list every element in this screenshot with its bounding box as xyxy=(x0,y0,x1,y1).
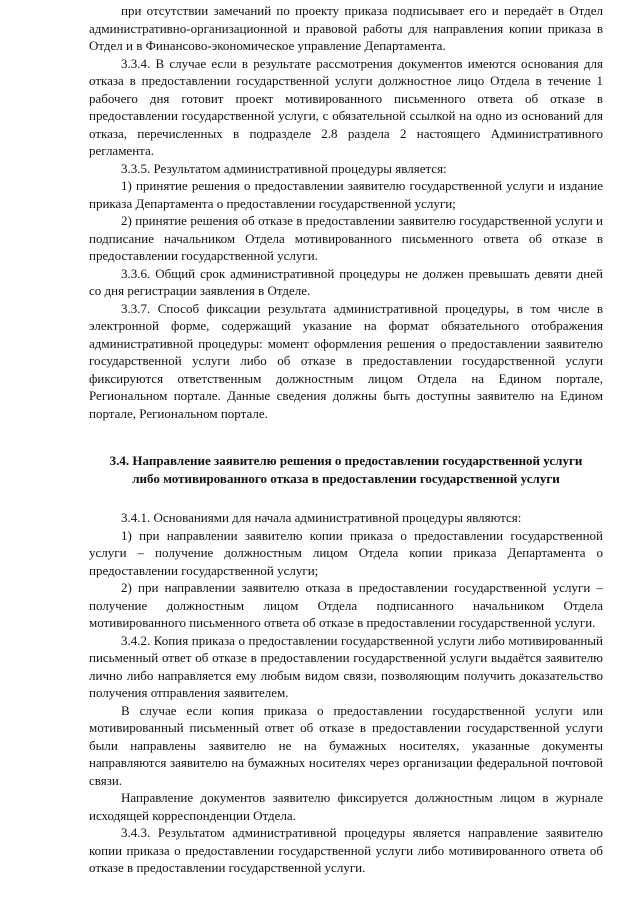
section-heading-line: либо мотивированного отказа в предоставлении государственной услуги xyxy=(132,470,560,486)
paragraph: 3.3.6. Общий срок административной процедуры не должен превышать девяти дней со дня регистрации заявления в Отделе. xyxy=(89,265,603,298)
section-3-4 xyxy=(89,509,603,877)
paragraph: 3.4.1. Основаниями для начала административной процедуры являются: xyxy=(121,510,522,525)
paragraph: 3.4.2. Копия приказа о предоставлении государственной услуги либо мотивированный письменный ответ об отказе в предоставлении государственной услуги выдаётся заявителю лично либо направляется ему любым видом связи, позволяющим получить доказательство получения отправления заявителем. xyxy=(89,632,603,700)
paragraph: Направление документов заявителю фиксируется должностным лицом в журнале исходящей корреспонденции Отдела. xyxy=(89,790,603,823)
paragraph: 3.3.5. Результатом административной процедуры является: xyxy=(121,160,447,176)
document-body xyxy=(89,2,603,877)
paragraph: 3.3.7. Способ фиксации результата административной процедуры, в том числе в электронной форме, содержащий указание на формат обязательного отображения административной процедуры: момент оформления решения о предоставлении заявителю государственной услуги либо об отказе в предоставлении государственной услуги фиксируются ответственным должностным лицом Отдела на Едином портале, Региональном портале. Данные сведения должны быть доступны заявителю на Едином портале, Региональном портале. xyxy=(89,300,603,421)
paragraph: 2) принятие решения об отказе в предоставлении заявителю государственной услуги и подписание начальником Отдела мотивированного письменного ответа об отказе в предоставлении государственной услуги. xyxy=(89,213,603,263)
paragraph: В случае если копия приказа о предоставлении государственной услуги или мотивированный письменный ответ об отказе в предоставлении государственной услуги были направлены заявителю не на бумажных носителях, указанные документы направляются заявителю на бумажных носителях через организации федеральной почтовой связи. xyxy=(89,702,603,788)
paragraph: 3.3.4. В случае если в результате рассмотрения документов имеются основания для отказа в предоставлении государственной услуги должностное лицо Отдела в течение 1 рабочего дня готовит проект мотивированного письменного ответа об отказе в предоставлении государственной услуги, с обязательной ссылкой на одно из оснований для отказа, перечисленных в подразделе 2.8 раздела 2 настоящего Административного регламента. xyxy=(89,55,603,158)
paragraph: 2) при направлении заявителю отказа в предоставлении государственной услуги – получение должностным лицом Отдела подписанного начальником Отдела мотивированного письменного ответа об отказе в предоставлении государственной услуги. xyxy=(89,580,603,630)
section-3-3-continuation xyxy=(89,2,603,422)
paragraph: 3.4.3. Результатом административной процедуры является направление заявителю копии приказа о предоставлении государственной услуги либо мотивированного ответа об отказе в предоставлении государственной услуги. xyxy=(89,825,603,875)
paragraph: при отсутствии замечаний по проекту приказа подписывает его и передаёт в Отдел административно-организационной и правовой работы для направления копии приказа в Отдел и в Финансово-экономическое управление Департамента. xyxy=(89,3,603,53)
paragraph: 1) при направлении заявителю копии приказа о предоставлении государственной услуги – получение должностным лицом Отдела копии приказа Департамента о предоставлении государственной услуги; xyxy=(89,527,603,578)
section-heading-line: 3.4. Направление заявителю решения о предоставлении государственной услуги xyxy=(109,453,583,468)
paragraph: 1) принятие решения о предоставлении заявителю государственной услуги и издание приказа Департамента о предоставлении государственной услуги; xyxy=(89,178,603,211)
section-heading xyxy=(89,452,603,487)
